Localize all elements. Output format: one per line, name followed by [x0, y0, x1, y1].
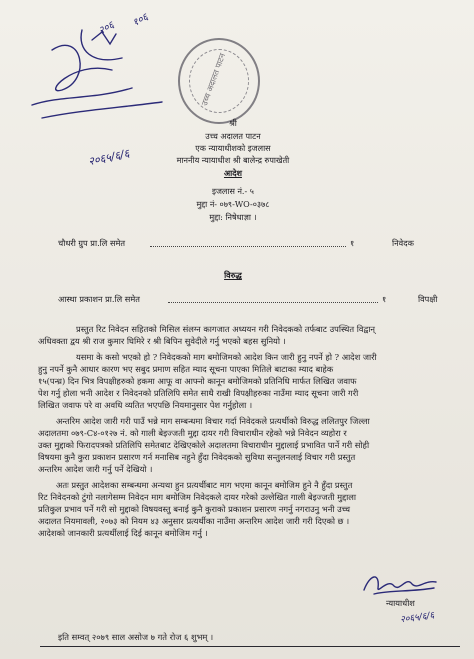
respondent-role: विपक्षी	[418, 294, 438, 304]
para-line-8: अन्तरिम आदेश जारी गरी पाउँ भन्ने माग सम्बन्धमा विचार गर्दा निवेदकले प्रत्यर्थीको विरुद्ध ललितपुर जिल्ला	[56, 416, 370, 426]
footer-rule	[40, 646, 460, 647]
para-line-14: रिट निवेदनको टुंगो नलागेसम्म निवेदन माग बमोजिम निवेदकले दायर गरेको उल्लेखित गाली बेइज्जती मुद्दाला	[38, 492, 357, 502]
handwritten-reference-2: १०६	[131, 11, 150, 29]
para-line-2: अधिवक्ता द्वय श्री राज कुमार घिमिरे र श्री बिपिन सुवेदीले गर्नु भएको बहस सुनियो ।	[38, 336, 286, 346]
para-line-11: विषयमा कुनै कुरा प्रकाशन प्रसारण गर्न मनासिब नहुने हुँदा निवेदकको सुविधा सन्तुलनलाई विचार गरी प्रस्तुत	[38, 452, 356, 462]
court-name: उच्च अदालत पाटन	[205, 131, 261, 141]
para-line-5: १५(पन्ध्र) दिन भित्र विपक्षीहरुको हकमा आफू वा आफ्नो कानून बमोजिमको प्रतिनिधि मार्फत लिखित जवाफ	[38, 376, 357, 386]
order-title: आदेश	[223, 168, 242, 178]
para-line-15: प्रतिकुल प्रभाव पर्ने गरी सो मुद्दाको विषयवस्तु बनाई कुनै कुराको प्रकाशन प्रसारण नगर्नु नगराउनु भनी उच्च	[38, 504, 351, 514]
bench-name: एक न्यायाधीशको इजलास	[195, 143, 271, 153]
para-line-4: हुनु नपर्ने कुनै आधार कारण भए सबुद प्रमाण सहित म्याद सूचना पाएका मितिले बाटाका म्याद बाहेक	[38, 364, 334, 374]
para-line-1: प्रस्तुत रिट निवेदन सहितको मिसिल संलग्न कागजात अध्ययन गरी निवेदकको तर्फबाट उपस्थित विद्वान्	[76, 324, 376, 334]
respondent-number: १	[382, 294, 387, 304]
footer-date-line: इति सम्वत् २०७९ साल असोज ७ गते रोज ६ शुभम् ।	[58, 632, 214, 642]
handwritten-reference: २०६	[97, 19, 116, 37]
para-line-3: यसमा के कसो भएको हो ? निवेदकको माग बमोजिमको आदेश किन जारी हुनु नपर्ने हो ? आदेश जारी	[76, 352, 377, 362]
case-subject: मुद्दा: निषेधाज्ञा ।	[209, 212, 257, 222]
para-line-13: अतः प्रस्तुत आदेशका सम्बन्धमा अन्यथा हुन प्रत्यर्थीबाट माग भएमा कानून बमोजिम हुने नै हुँदा प्रस्तुत	[56, 480, 353, 490]
court-stamp	[178, 38, 260, 124]
para-line-7: लिखित जवाफ परे वा अवधि व्यतित भएपछि नियमानुसार पेश गर्नुहोला ।	[38, 400, 253, 410]
para-line-16: अदालत नियमावली, २०७३ को नियम ४३ अनुसार प्रत्यर्थीका नाउँमा अन्तरिम आदेश जारी गरी दिएको छ ।	[38, 516, 350, 526]
respondent-dotted-line	[168, 302, 378, 303]
handwritten-date: २०६५/६/६	[87, 146, 131, 169]
para-line-17: आदेशको जानकारी प्रत्यर्थीलाई दिई कानून बमोजिम गर्नु ।	[38, 528, 208, 538]
para-line-10: उक्त मुद्दाको फिरादपत्रको प्रतिलिपि समेतबाट देखिएकोले अदालतमा विचाराधीन मुद्दालाई प्रभावित पार्ने गरी सोही	[38, 440, 370, 450]
versus-label: विरुद्ध	[224, 270, 242, 280]
signature-title: न्यायाधीश	[386, 598, 415, 608]
ijlas-number: इजलास नं.- ५	[211, 186, 254, 196]
signature-date: २०६५/६/६	[399, 610, 435, 626]
petitioner-number: १	[350, 238, 355, 248]
judge-signature	[360, 568, 440, 598]
header-shree: श्री	[229, 118, 237, 128]
petitioner-name: चौधरी ग्रुप प्रा.लि समेत	[58, 238, 126, 248]
para-line-6: पेश गर्नु होला भनी आदेश र निवेदनको प्रतिलिपि समेत साथै राखी विपक्षीहरुका नाउँमा म्याद सूचना जारी गरी	[38, 388, 359, 398]
respondent-name: आस्था प्रकाशन प्रा.लि समेत	[58, 294, 140, 304]
petitioner-role: निवेदक	[392, 238, 414, 248]
stamp-text: उच्च अदालत पाटन	[199, 52, 228, 107]
petitioner-dotted-line	[150, 246, 346, 247]
para-line-12: अन्तरिम आदेश जारी गर्नु पर्ने देखियो ।	[38, 464, 153, 474]
para-line-9: अदालतमा ०७९-C४-०१२७ नं. को गाली बेइज्जती मुद्दा दायर गरी विचाराधीन रहेको भन्ने निवेदन व्यहोरा र	[38, 428, 347, 438]
case-number: मुद्दा नं- ०७९-WO-०३७८	[196, 199, 270, 209]
judge-name: माननीय न्यायाधीश श्री बालेन्द्र रुपाखेती	[176, 155, 290, 165]
